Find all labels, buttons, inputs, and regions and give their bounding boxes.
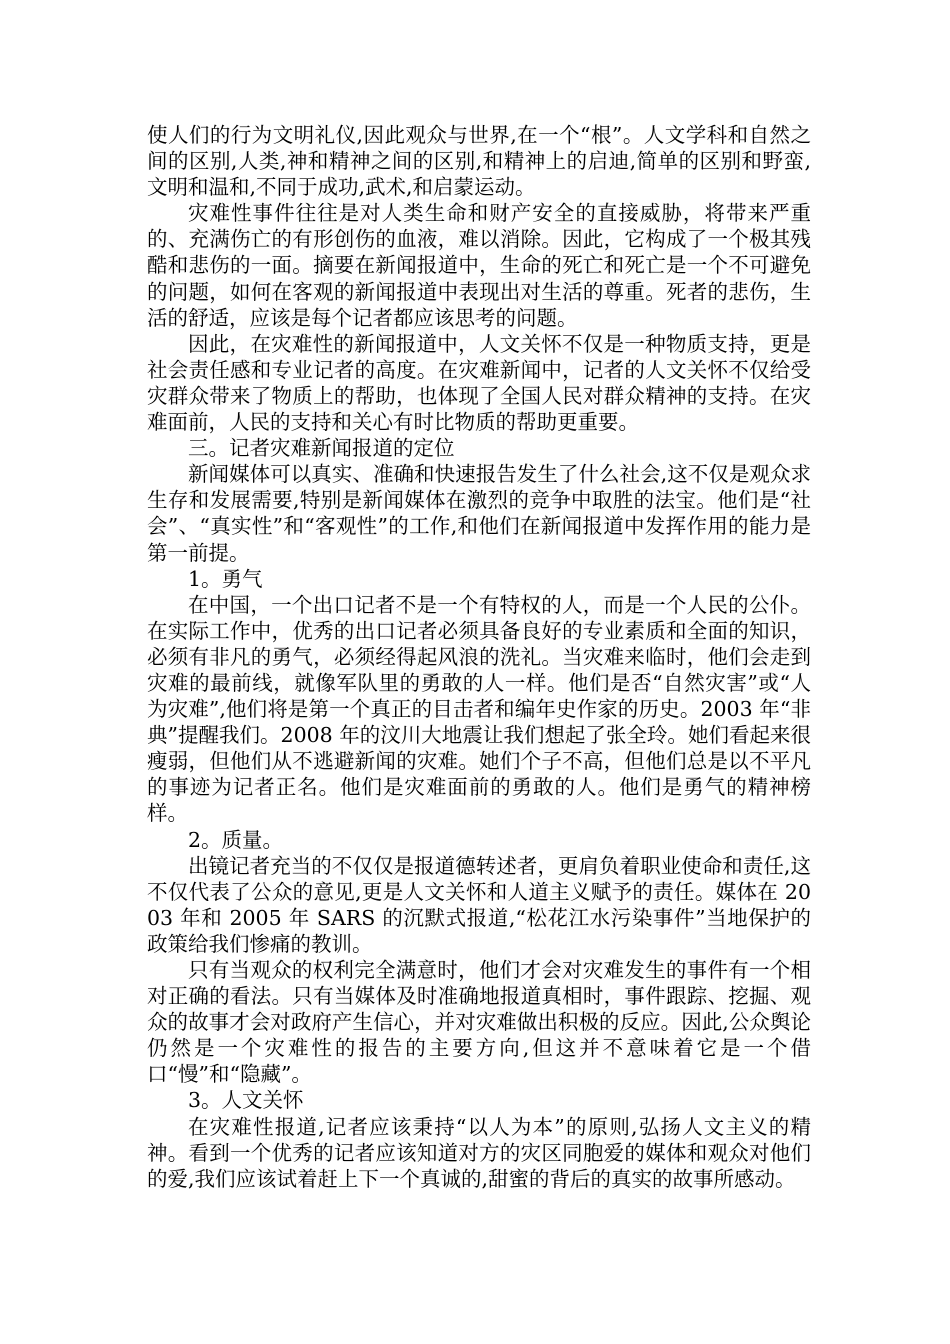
paragraph-disaster-events: 灾难性事件往往是对人类生命和财产安全的直接威胁，将带来严重的、充满伤亡的有形创伤的血液，难以消除。因此，它构成了一个极其残酷和悲伤的一面。摘要在新闻报道中，生命的死亡和死亡是一个不可避免的问题，如何在客观的新闻报道中表现出对生活的尊重。死者的悲伤，生活的舒适，应该是每个记者都应该思考的问题。 <box>147 201 811 330</box>
paragraph-quality: 出镜记者充当的不仅仅是报道德转述者，更肩负着职业使命和责任,这不仅代表了公众的意见,更是人文关怀和人道主义赋予的责任。媒体在 2003 年和 2005 年 SARS 的沉默式报道,“松花江水污染事件”当地保护的政策给我们惨痛的教训。 <box>147 853 811 956</box>
paragraph-news-media: 新闻媒体可以真实、准确和快速报告发生了什么社会,这不仅是观众求生存和发展需要,特别是新闻媒体在激烈的竞争中取胜的法宝。他们是“社会”、“真实性”和“客观性”的工作,和他们在新闻报道中发挥作用的能力是第一前提。 <box>147 462 811 565</box>
subheading-humanistic-care: 3。人文关怀 <box>188 1088 304 1113</box>
subheading-courage: 1。勇气 <box>188 566 263 591</box>
paragraph-courage: 在中国，一个出口记者不是一个有特权的人，而是一个人民的公仆。在实际工作中，优秀的出口记者必须具备良好的专业素质和全面的知识，必须有非凡的勇气，必须经得起风浪的洗礼。当灾难来临时，他们会走到灾难的最前线，就像军队里的勇敢的人一样。他们是否“自然灾害”或“人为灾难”,他们将是第一个真正的目击者和编年史作家的历史。2003 年“非典”提醒我们。2008 年的汶川大地震让我们想起了张全玲。她们看起来很瘦弱，但他们从不逃避新闻的灾难。她们个子不高，但他们总是以不平凡的事迹为记者正名。他们是灾难面前的勇敢的人。他们是勇气的精神榜样。 <box>147 592 811 826</box>
section-heading-positioning: 三。记者灾难新闻报道的定位 <box>188 436 455 461</box>
paragraph-audience-rights: 只有当观众的权利完全满意时，他们才会对灾难发生的事件有一个相对正确的看法。只有当媒体及时准确地报道真相时，事件跟踪、挖掘、观众的故事才会对政府产生信心，并对灾难做出积极的反应。因此,公众舆论仍然是一个灾难性的报告的主要方向,但这并不意味着它是一个借口“慢”和“隐藏”。 <box>147 958 811 1087</box>
paragraph-people-oriented: 在灾难性报道,记者应该秉持“以人为本”的原则,弘扬人文主义的精神。看到一个优秀的记者应该知道对方的灾区同胞爱的媒体和观众对他们的爱,我们应该试着赶上下一个真诚的,甜蜜的背后的真实的故事所感动。 <box>147 1114 811 1191</box>
document-body <box>147 122 811 1192</box>
paragraph-humanistic-care: 因此，在灾难性的新闻报道中，人文关怀不仅是一种物质支持，更是社会责任感和专业记者的高度。在灾难新闻中，记者的人文关怀不仅给受灾群众带来了物质上的帮助，也体现了全国人民对群众精神的支持。在灾难面前，人民的支持和关心有时比物质的帮助更重要。 <box>147 331 811 435</box>
subheading-quality: 2。质量。 <box>188 827 284 852</box>
paragraph-continuation: 使人们的行为文明礼仪,因此观众与世界,在一个“根”。人文学科和自然之间的区别,人类,神和精神之间的区别,和精神上的启迪,简单的区别和野蛮,文明和温和,不同于成功,武术,和启蒙运动。 <box>147 123 811 200</box>
